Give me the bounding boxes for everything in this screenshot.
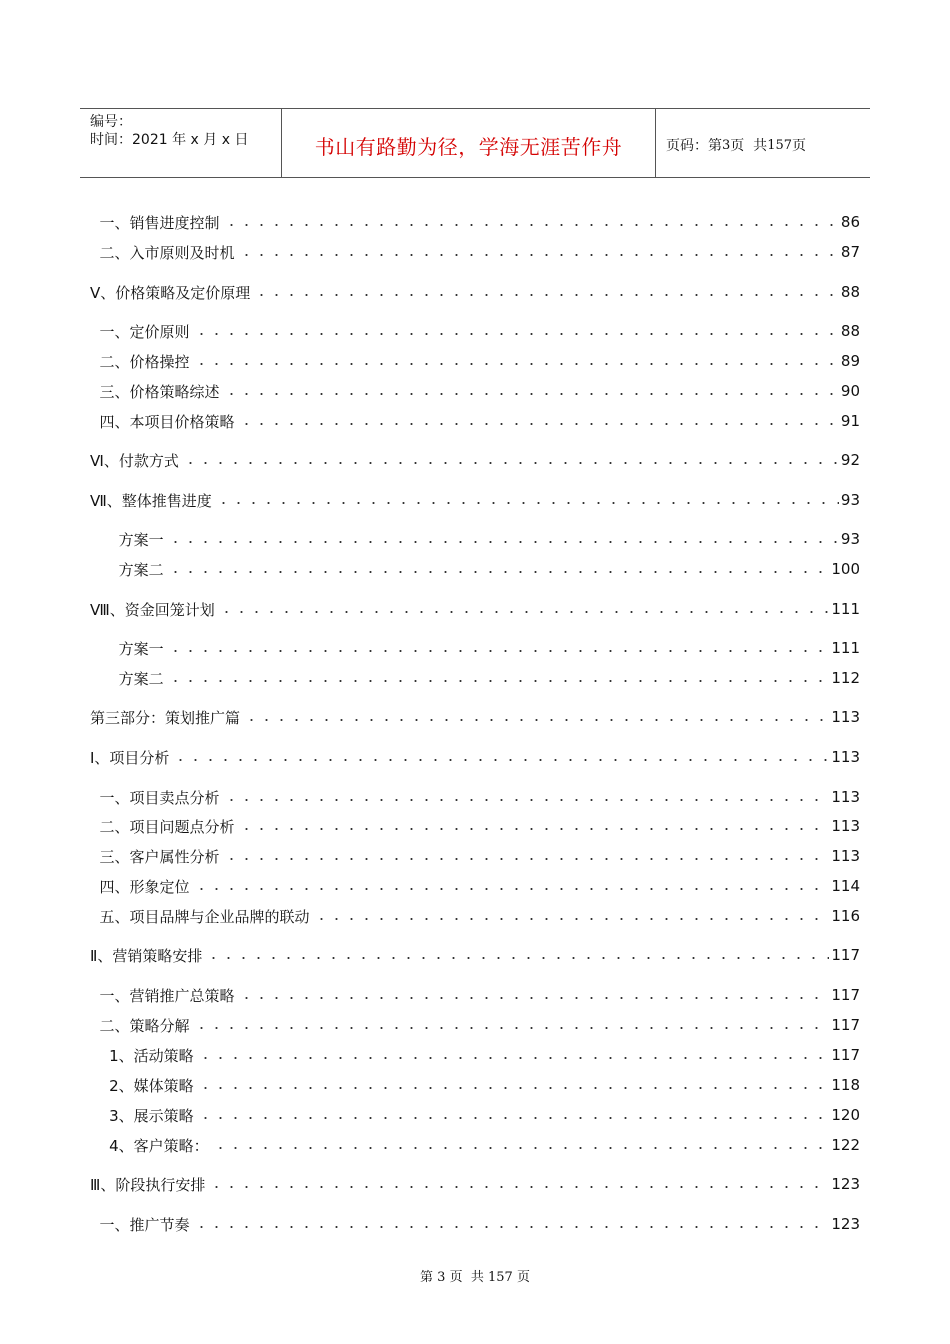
toc-entry-label: Ⅲ、阶段执行安排	[90, 1175, 206, 1194]
toc-entry-label: 方案一	[90, 530, 164, 549]
toc-leader-dots	[254, 281, 839, 303]
toc-leader-dots	[224, 845, 830, 867]
toc-leader-dots	[194, 350, 839, 372]
toc-leader-dots	[239, 815, 830, 837]
toc-entry-page: 113	[831, 817, 860, 835]
toc-leader-dots	[239, 410, 839, 432]
toc-entry-label: 二、项目问题点分析	[90, 817, 235, 836]
toc-entry-page: 111	[831, 600, 860, 618]
page-footer	[0, 1266, 950, 1285]
toc-entry	[90, 1134, 860, 1156]
toc-entry	[90, 1104, 860, 1126]
toc-entry	[90, 1014, 860, 1036]
toc-entry	[90, 815, 860, 837]
toc-entry-label: Ⅱ、营销策略安排	[90, 946, 203, 965]
toc-entry	[90, 1213, 860, 1235]
toc-leader-dots	[194, 875, 830, 897]
toc-leader-dots	[194, 1014, 830, 1036]
toc-entry	[90, 845, 860, 867]
toc-entry	[90, 211, 860, 233]
toc-leader-dots	[224, 211, 839, 233]
toc-entry	[90, 380, 860, 402]
toc-entry-page: 114	[831, 877, 860, 895]
toc-entry-label: 二、入市原则及时机	[90, 243, 235, 262]
toc-entry-label: 方案一	[90, 639, 164, 658]
toc-entry-label: Ⅵ、付款方式	[90, 451, 179, 470]
toc-entry-label: 2、媒体策略	[90, 1076, 194, 1095]
toc-entry	[90, 1173, 860, 1195]
toc-entry-label: 二、策略分解	[90, 1016, 190, 1035]
toc-leader-dots	[314, 905, 830, 927]
toc-entry	[90, 944, 860, 966]
page-suffix: 页	[792, 138, 807, 154]
toc-leader-dots	[239, 984, 830, 1006]
toc-entry-page: 88	[840, 283, 860, 301]
number-label: 编号：	[90, 114, 132, 130]
toc-entry	[90, 667, 860, 689]
toc-entry	[90, 1044, 860, 1066]
footer-mid: 页 共	[449, 1270, 484, 1285]
footer-prefix: 第	[420, 1270, 434, 1285]
toc-entry-label: Ⅷ、资金回笼计划	[90, 600, 215, 619]
toc-entry-page: 88	[840, 322, 860, 340]
toc-entry-label: 一、营销推广总策略	[90, 986, 235, 1005]
toc-leader-dots	[183, 449, 839, 471]
footer-suffix: 页	[516, 1270, 530, 1285]
toc-entry-label: 四、本项目价格策略	[90, 412, 235, 431]
toc-leader-dots	[213, 1134, 830, 1156]
toc-entry-page: 89	[840, 352, 860, 370]
toc-entry	[90, 489, 860, 511]
toc-entry-page: 93	[840, 491, 860, 509]
footer-total: 157	[488, 1270, 513, 1285]
toc-entry	[90, 905, 860, 927]
toc-entry-page: 113	[831, 748, 860, 766]
toc-leader-dots	[224, 380, 839, 402]
toc-entry-label: 一、推广节奏	[90, 1215, 190, 1234]
toc-entry	[90, 598, 860, 620]
toc-entry	[90, 558, 860, 580]
page-prefix: 页码：第	[666, 138, 722, 154]
toc-entry	[90, 528, 860, 550]
toc-leader-dots	[168, 528, 839, 550]
toc-entry-page: 113	[831, 708, 860, 726]
toc-entry-label: 三、价格策略综述	[90, 382, 220, 401]
toc-leader-dots	[168, 558, 830, 580]
toc-entry	[90, 875, 860, 897]
toc-entry-page: 113	[831, 788, 860, 806]
toc-entry-page: 117	[831, 946, 860, 964]
toc-leader-dots	[168, 667, 830, 689]
footer-current: 3	[437, 1270, 446, 1285]
toc-entry-label: 一、项目卖点分析	[90, 788, 220, 807]
toc-entry-label: 3、展示策略	[90, 1106, 194, 1125]
toc-leader-dots	[219, 598, 830, 620]
toc-leader-dots	[173, 746, 829, 768]
toc-entry-page: 91	[840, 412, 860, 430]
toc-entry-page: 93	[840, 530, 860, 548]
toc-leader-dots	[209, 1173, 829, 1195]
toc-entry-page: 117	[831, 986, 860, 1004]
toc-entry-page: 116	[831, 907, 860, 925]
toc-entry-label: 1、活动策略	[90, 1046, 194, 1065]
toc-entry-label: 第三部分：策划推广篇	[90, 708, 241, 727]
toc-entry	[90, 410, 860, 432]
toc-leader-dots	[168, 637, 830, 659]
toc-entry-page: 112	[831, 669, 860, 687]
toc-leader-dots	[194, 1213, 830, 1235]
toc-entry	[90, 746, 860, 768]
time-label: 时间：2021 年 x 月 x 日	[90, 132, 249, 148]
toc-entry-page: 120	[831, 1106, 860, 1124]
toc-entry	[90, 320, 860, 342]
toc-entry-page: 118	[831, 1076, 860, 1094]
toc-entry-label: 4、客户策略：	[90, 1136, 209, 1155]
motto: 书山有路勤为径，学海无涯苦作舟	[314, 134, 623, 159]
toc-entry-page: 111	[831, 639, 860, 657]
toc-entry-label: 三、客户属性分析	[90, 847, 220, 866]
toc-leader-dots	[198, 1104, 830, 1126]
toc-leader-dots	[194, 320, 839, 342]
toc-leader-dots	[244, 706, 829, 728]
toc-entry-page: 87	[840, 243, 860, 261]
toc-entry-label: 方案二	[90, 560, 164, 579]
toc-entry	[90, 350, 860, 372]
toc-leader-dots	[198, 1074, 830, 1096]
toc-entry	[90, 984, 860, 1006]
toc-entry	[90, 1074, 860, 1096]
toc-entry-label: Ⅴ、价格策略及定价原理	[90, 283, 251, 302]
toc-entry-page: 100	[831, 560, 860, 578]
toc-entry-label: 五、项目品牌与企业品牌的联动	[90, 907, 310, 926]
toc-entry-page: 122	[831, 1136, 860, 1154]
toc-entry-label: Ⅰ、项目分析	[90, 748, 170, 767]
toc-entry	[90, 706, 860, 728]
toc-entry-label: 一、定价原则	[90, 322, 190, 341]
toc-entry-page: 123	[831, 1175, 860, 1193]
toc-entry	[90, 449, 860, 471]
toc-entry	[90, 281, 860, 303]
toc-entry-label: 四、形象定位	[90, 877, 190, 896]
toc-entry-page: 117	[831, 1016, 860, 1034]
toc-entry-page: 123	[831, 1215, 860, 1233]
toc-leader-dots	[206, 944, 829, 966]
toc-entry-page: 92	[840, 451, 860, 469]
toc-entry-label: 一、销售进度控制	[90, 213, 220, 232]
toc-entry-page: 113	[831, 847, 860, 865]
toc-entry	[90, 637, 860, 659]
page-mid: 页 共	[730, 138, 768, 154]
toc-leader-dots	[239, 241, 839, 263]
toc-leader-dots	[198, 1044, 830, 1066]
toc-leader-dots	[224, 786, 830, 808]
toc-entry-page: 90	[840, 382, 860, 400]
toc-leader-dots	[216, 489, 839, 511]
toc-entry-label: 二、价格操控	[90, 352, 190, 371]
page-current: 3	[722, 137, 731, 153]
toc-entry-label: Ⅶ、整体推售进度	[90, 491, 212, 510]
toc-entry-page: 86	[840, 213, 860, 231]
page-total: 157	[767, 137, 793, 153]
toc-entry	[90, 786, 860, 808]
toc-entry-page: 117	[831, 1046, 860, 1064]
toc-entry	[90, 241, 860, 263]
toc-entry-label: 方案二	[90, 669, 164, 688]
